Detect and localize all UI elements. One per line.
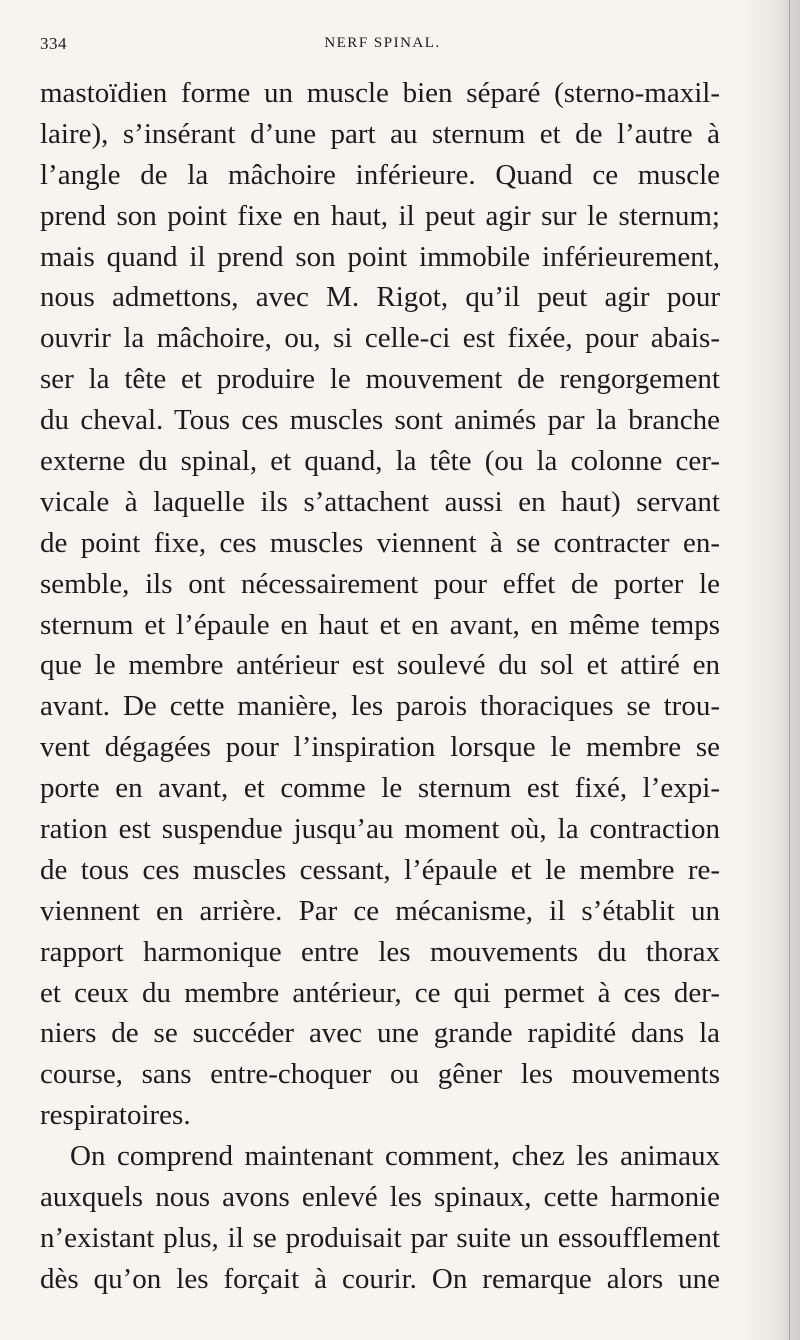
- running-title: NERF SPINAL.: [324, 35, 441, 51]
- text-line: dès qu’on les forçait à courir. On remarque alors une: [40, 1262, 720, 1295]
- text-line: du cheval. Tous ces muscles sont animés par la branche: [40, 404, 720, 437]
- body-text: [40, 73, 720, 1300]
- text-line: avant. De cette manière, les parois thoraciques se trou-: [40, 690, 720, 723]
- text-line: l’angle de la mâchoire inférieure. Quand ce muscle: [40, 158, 720, 191]
- text-line: niers de se succéder avec une grande rapidité dans la: [40, 1017, 720, 1050]
- text-line: externe du spinal, et quand, la tête (ou la colonne cer-: [40, 445, 720, 478]
- text-line: de point fixe, ces muscles viennent à se contracter en-: [40, 526, 720, 559]
- text-line: On comprend maintenant comment, chez les animaux: [70, 1140, 720, 1173]
- text-line: vicale à laquelle ils s’attachent aussi en haut) servant: [40, 485, 720, 518]
- paragraph-container: [40, 73, 720, 1300]
- text-line: ration est suspendue jusqu’au moment où, la contraction: [40, 813, 720, 846]
- text-line: et ceux du membre antérieur, ce qui permet à ces der-: [40, 976, 720, 1009]
- text-line: de tous ces muscles cessant, l’épaule et le membre re-: [40, 853, 720, 886]
- text-line: mastoïdien forme un muscle bien séparé (sterno-maxil-: [40, 77, 720, 109]
- text-line: ouvrir la mâchoire, ou, si celle-ci est fixée, pour abais-: [40, 322, 720, 355]
- text-line: mais quand il prend son point immobile inférieurement,: [40, 240, 720, 273]
- paragraph: [40, 73, 720, 1136]
- text-line: que le membre antérieur est soulevé du sol et attiré en: [40, 649, 720, 682]
- running-header: [40, 34, 725, 60]
- text-line: semble, ils ont nécessairement pour effet de porter le: [40, 567, 720, 600]
- text-line: vent dégagées pour l’inspiration lorsque le membre se: [40, 731, 720, 764]
- page-edge-line: [789, 0, 790, 1340]
- text-line: rapport harmonique entre les mouvements du thorax: [40, 935, 720, 968]
- text-line: nous admettons, avec M. Rigot, qu’il peut agir pour: [40, 281, 720, 314]
- text-line: sternum et l’épaule en haut et en avant, en même temps: [40, 608, 720, 641]
- paragraph: [40, 1136, 720, 1300]
- text-line: porte en avant, et comme le sternum est fixé, l’expi-: [40, 772, 720, 805]
- text-line: auxquels nous avons enlevé les spinaux, cette harmonie: [40, 1181, 720, 1214]
- text-line: respiratoires.: [40, 1099, 191, 1132]
- text-line: viennent en arrière. Par ce mécanisme, il s’établit un: [40, 894, 720, 927]
- text-line: ser la tête et produire le mouvement de rengorgement: [40, 363, 720, 396]
- text-line: n’existant plus, il se produisait par suite un essoufflement: [40, 1221, 720, 1254]
- text-line: laire), s’insérant d’une part au sternum et de l’autre à: [40, 117, 720, 150]
- text-line: course, sans entre-choquer ou gêner les mouvements: [40, 1058, 720, 1091]
- text-line: prend son point fixe en haut, il peut agir sur le sternum;: [40, 199, 720, 232]
- page-number: 334: [40, 34, 67, 53]
- page-edge-shadow: [740, 0, 800, 1340]
